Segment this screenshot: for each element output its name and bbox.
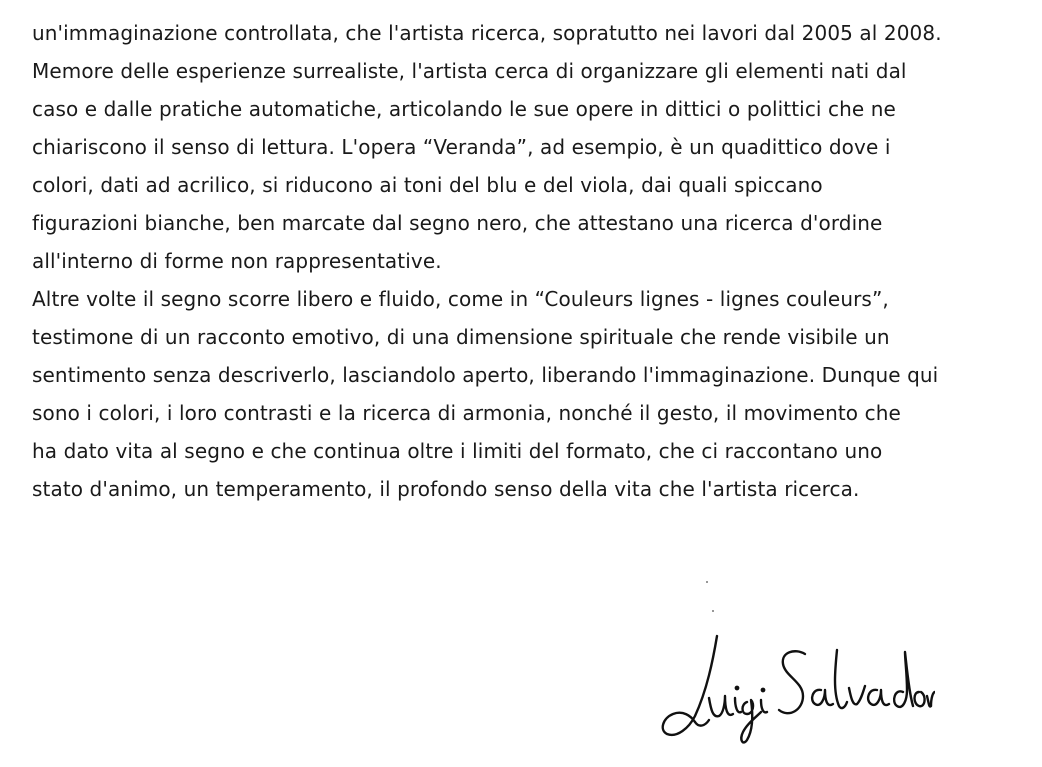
- text-line: testimone di un racconto emotivo, di una dimensione spirituale che rende visibile un: [32, 325, 890, 349]
- text-line: ha dato vita al segno e che continua oltre i limiti del formato, che ci raccontano uno: [32, 439, 883, 463]
- text-line: caso e dalle pratiche automatiche, articolando le sue opere in dittici o polittici che ne: [32, 97, 896, 121]
- text-line: colori, dati ad acrilico, si riducono ai toni del blu e del viola, dai quali spiccano: [32, 173, 823, 197]
- text-line: Altre volte il segno scorre libero e fluido, come in “Couleurs lignes - lignes couleurs”,: [32, 287, 889, 311]
- text-line: sentimento senza descriverlo, lasciandolo aperto, liberando l'immaginazione. Dunque qui: [32, 363, 939, 387]
- paper-speck: [712, 610, 714, 612]
- text-line: sono i colori, i loro contrasti e la ricerca di armonia, nonché il gesto, il movimento che: [32, 401, 901, 425]
- text-line: Memore delle esperienze surrealiste, l'artista cerca di organizzare gli elementi nati dal: [32, 59, 907, 83]
- text-line: un'immaginazione controllata, che l'artista ricerca, sopratutto nei lavori dal 2005 al 2008.: [32, 21, 942, 45]
- body-text: [32, 14, 1032, 508]
- text-line: figurazioni bianche, ben marcate dal segno nero, che attestano una ricerca d'ordine: [32, 211, 883, 235]
- handwritten-signature: [655, 630, 935, 750]
- text-line: chiariscono il senso di lettura. L'opera “Veranda”, ad esempio, è un quadittico dove i: [32, 135, 891, 159]
- paper-speck: [706, 581, 708, 583]
- text-line: all'interno di forme non rappresentative.: [32, 249, 442, 273]
- text-line: stato d'animo, un temperamento, il profondo senso della vita che l'artista ricerca.: [32, 477, 860, 501]
